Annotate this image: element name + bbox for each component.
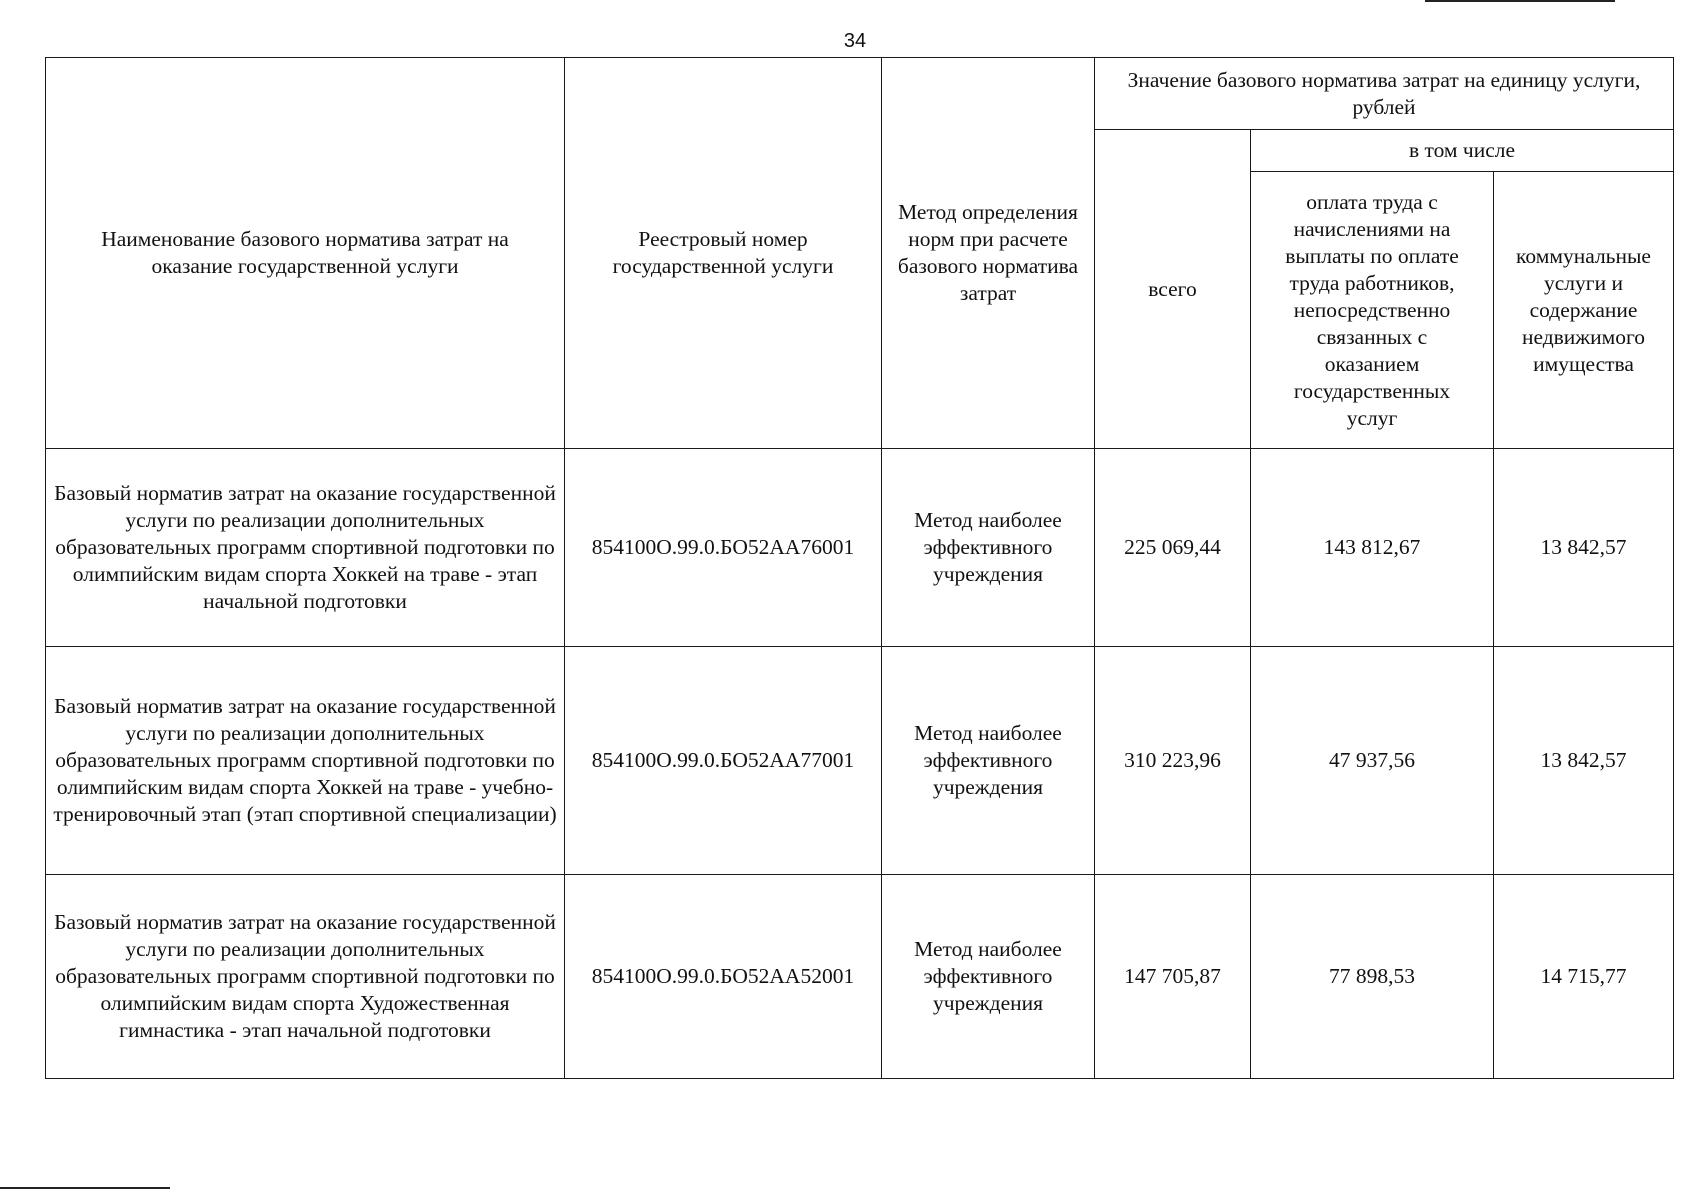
cell-labor: 143 812,67 <box>1251 449 1494 647</box>
header-utilities: коммунальные услуги и содержание недвижимого имущества <box>1494 172 1674 449</box>
cell-name: Базовый норматив затрат на оказание государственной услуги по реализации дополнительных образовательных программ спортивной подготовки по олимпийским видам спорта Художественная гимнастика - этап начальной подготовки <box>46 875 565 1079</box>
cell-labor: 47 937,56 <box>1251 647 1494 875</box>
header-method: Метод определения норм при расчете базового норматива затрат <box>882 58 1095 449</box>
page-number: 34 <box>843 30 867 52</box>
header-total: всего <box>1095 130 1251 449</box>
header-name: Наименование базового норматива затрат на оказание государственной услуги <box>46 58 565 449</box>
cell-total: 225 069,44 <box>1095 449 1251 647</box>
cell-utilities: 14 715,77 <box>1494 875 1674 1079</box>
cell-method: Метод наиболее эффективного учреждения <box>882 647 1095 875</box>
cell-method: Метод наиболее эффективного учреждения <box>882 875 1095 1079</box>
cell-total: 310 223,96 <box>1095 647 1251 875</box>
cell-registry: 854100О.99.0.БО52АА76001 <box>565 449 882 647</box>
cell-utilities: 13 842,57 <box>1494 647 1674 875</box>
cell-utilities: 13 842,57 <box>1494 449 1674 647</box>
norms-table <box>45 57 1674 1079</box>
cell-total: 147 705,87 <box>1095 875 1251 1079</box>
cell-name: Базовый норматив затрат на оказание государственной услуги по реализации дополнительных образовательных программ спортивной подготовки по олимпийским видам спорта Хоккей на траве - учебно-тренировочный этап (этап спортивной специализации) <box>46 647 565 875</box>
top-rule <box>1425 0 1615 2</box>
bottom-rule <box>0 1187 170 1189</box>
cell-registry: 854100О.99.0.БО52АА77001 <box>565 647 882 875</box>
table-row <box>46 875 1674 1079</box>
header-labor: оплата труда с начислениями на выплаты по оплате труда работников, непосредственно связанных с оказанием государственных услуг <box>1251 172 1494 449</box>
table-row <box>46 449 1674 647</box>
table-row <box>46 647 1674 875</box>
cell-method: Метод наиболее эффективного учреждения <box>882 449 1095 647</box>
cell-name: Базовый норматив затрат на оказание государственной услуги по реализации дополнительных образовательных программ спортивной подготовки по олимпийским видам спорта Хоккей на траве - этап начальной подготовки <box>46 449 565 647</box>
header-including: в том числе <box>1251 130 1674 172</box>
header-row-1 <box>46 58 1674 130</box>
cell-registry: 854100О.99.0.БО52АА52001 <box>565 875 882 1079</box>
cell-labor: 77 898,53 <box>1251 875 1494 1079</box>
header-registry: Реестровый номер государственной услуги <box>565 58 882 449</box>
header-value-group: Значение базового норматива затрат на единицу услуги, рублей <box>1095 58 1674 130</box>
